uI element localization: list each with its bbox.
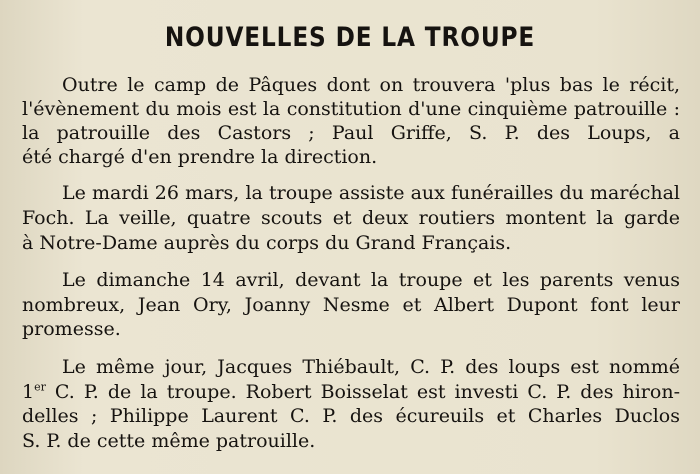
- ordinal-superscript: er: [34, 380, 46, 394]
- paragraph-line-text: C. P. de la troupe. Robert Boisselat est investi C. P. des hiron-: [54, 381, 680, 403]
- paragraph-line: à Notre-Dame auprès du corps du Grand Français.: [22, 232, 512, 254]
- paragraph-line: Le mardi 26 mars, la troupe assiste aux funérailles du maréchal: [62, 182, 680, 204]
- paragraph-line: été chargé d'en prendre la direction.: [22, 146, 378, 168]
- ordinal-number: 1: [22, 381, 35, 403]
- paragraph-line: promesse.: [22, 318, 121, 340]
- paragraph-line: S. P. de cette même patrouille.: [22, 430, 316, 452]
- paragraph-line: Le dimanche 14 avril, devant la troupe et les parents venus: [62, 269, 680, 291]
- paragraph-line: la patrouille des Castors ; Paul Griffe, S. P. des Loups, a: [22, 122, 680, 144]
- paragraph-line: delles ; Philippe Laurent C. P. des écureuils et Charles Duclos: [22, 405, 680, 427]
- paragraph-line: Outre le camp de Pâques dont on trouvera 'plus bas le récit,: [62, 74, 680, 96]
- page-title: NOUVELLES DE LA TROUPE: [164, 22, 536, 53]
- paragraph-line: nombreux, Jean Ory, Joanny Nesme et Albert Dupont font leur: [22, 294, 680, 316]
- paragraph-line: Foch. La veille, quatre scouts et deux routiers montent la garde: [22, 207, 680, 229]
- paragraph-line: l'évènement du mois est la constitution d'une cinquième patrouille :: [22, 98, 680, 120]
- paragraph-line-with-ordinal: [22, 381, 680, 403]
- paragraph-line: Le même jour, Jacques Thiébault, C. P. des loups est nommé: [62, 356, 680, 378]
